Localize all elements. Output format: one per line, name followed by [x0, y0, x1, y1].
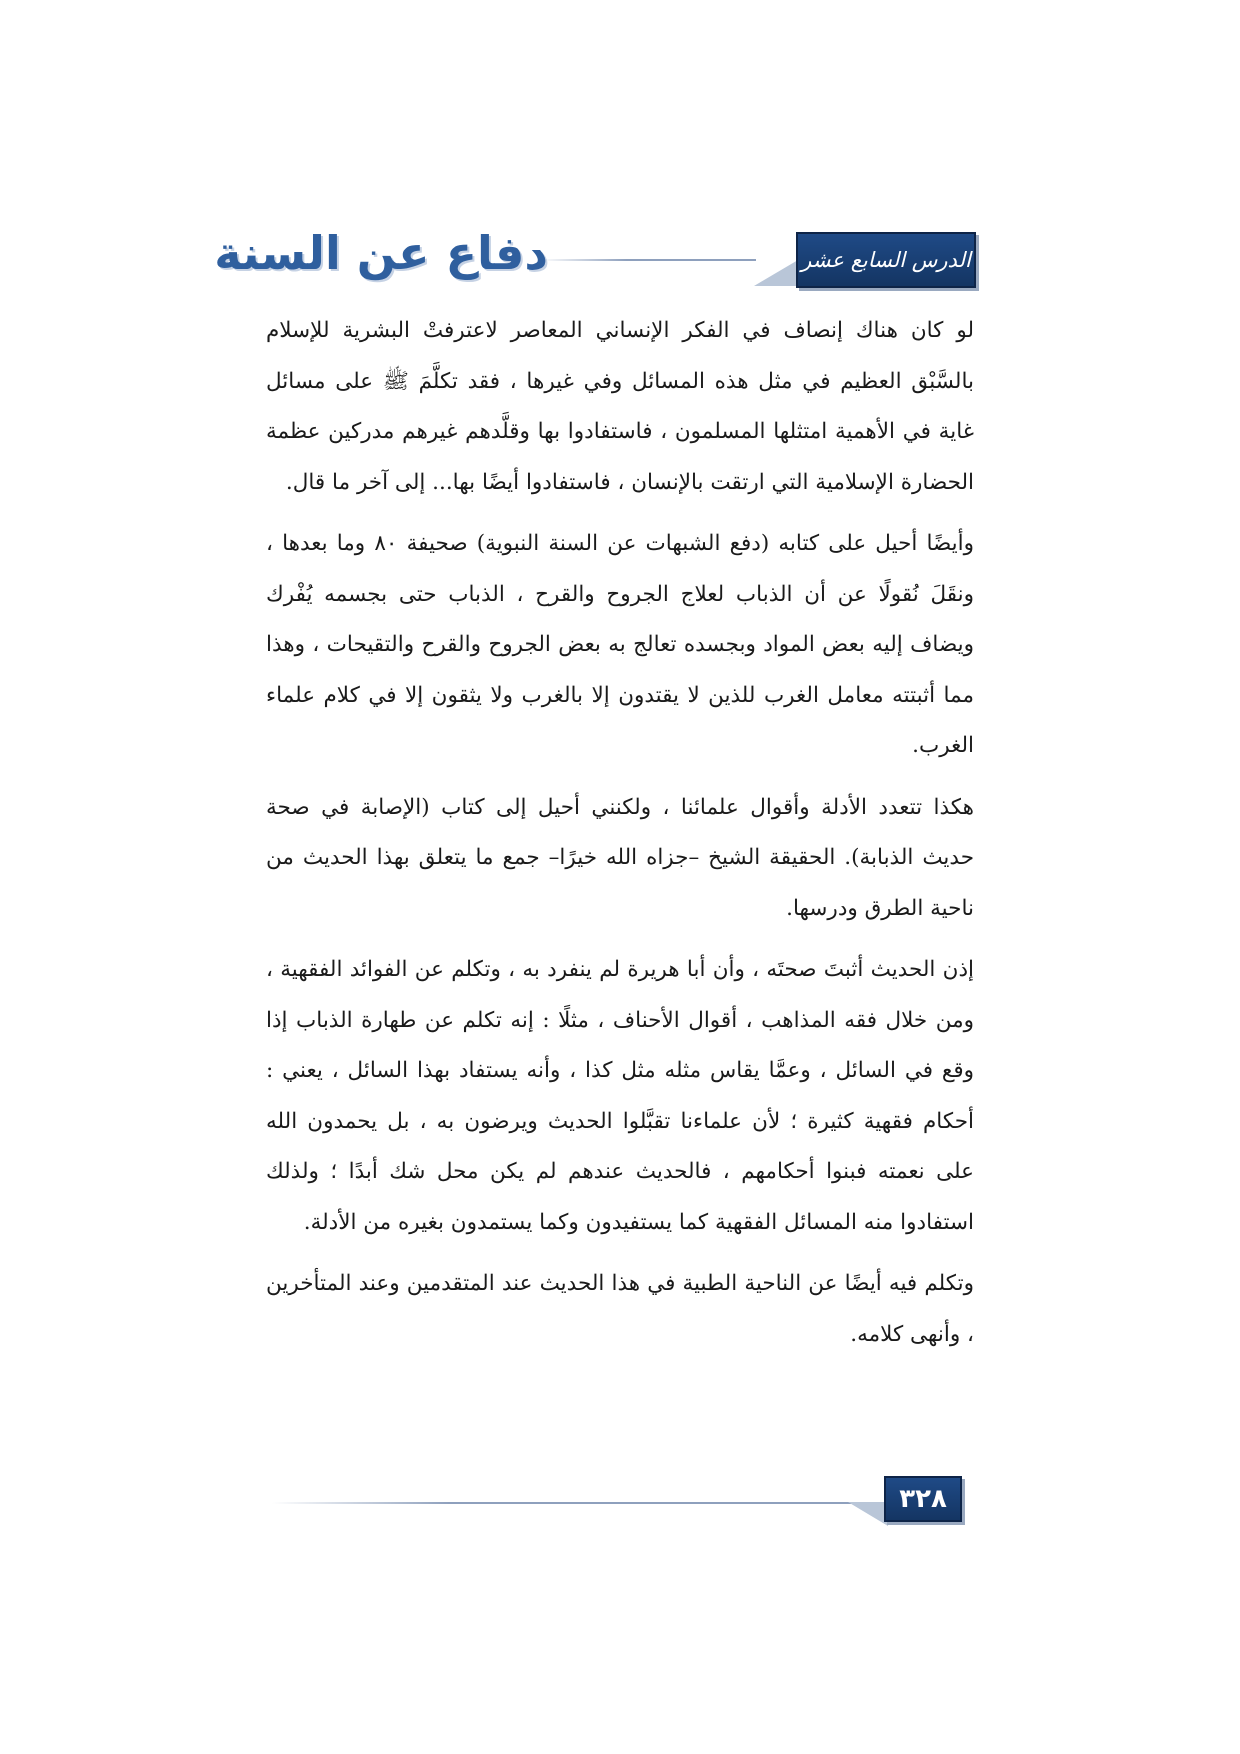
book-title: دفاع عن السنة — [214, 226, 548, 280]
page-number: ٣٢٨ — [899, 1484, 947, 1514]
lesson-label: الدرس السابع عشر — [801, 248, 971, 272]
footer-wedge — [848, 1502, 888, 1526]
page-number-badge — [884, 1476, 962, 1522]
paragraph-3: هكذا تتعدد الأدلة وأقوال علمائنا ، ولكنني أحيل إلى كتاب (الإصابة في صحة حديث الذبابة). الحقيقة الشيخ –جزاه الله خيرًا– جمع ما يتعلق بهذا الحديث من ناحية الطرق ودرسها. — [266, 794, 974, 921]
header-badge-wedge — [754, 260, 798, 286]
paragraph-5: وتكلم فيه أيضًا عن الناحية الطبية في هذا الحديث عند المتقدمين وعند المتأخرين ، وأنهى كلامه. — [266, 1271, 974, 1347]
paragraph-4: إذن الحديث أثبتَ صحتَه ، وأن أبا هريرة لم ينفرد به ، وتكلم عن الفوائد الفقهية ، ومن خلال فقه المذاهب ، أقوال الأحناف ، مثلًا : إنه تكلم عن طهارة الذباب إذا وقع في السائل ، وعمَّا يقاس مثله مثل كذا ، وأنه يستفاد بهذا السائل ، يعني : أحكام فقهية كثيرة ؛ لأن علماءنا تقبَّلوا الحديث ويرضون به ، بل يحمدون الله على نعمته فبنوا أحكامهم ، فالحديث عندهم لم يكن محل شك أبدًا ؛ ولذلك استفادوا منه المسائل الفقهية كما يستفيدون وكما يستمدون بغيره من الأدلة. — [266, 957, 974, 1235]
paragraph-1: لو كان هناك إنصاف في الفكر الإنساني المعاصر لاعترفتْ البشرية للإسلام بالسَّبْق العظيم في مثل هذه المسائل وفي غيرها ، فقد تكلَّمَ ﷺ على مسائل غاية في الأهمية امتثلها المسلمون ، فاستفادوا بها وقلَّدهم غيرهم مدركين عظمة الحضارة الإسلامية التي ارتقت بالإنسان ، فاستفادوا أيضًا بها... إلى آخر ما قال. — [266, 318, 974, 495]
page-body — [266, 306, 974, 1371]
lesson-label-badge — [796, 232, 976, 288]
header-rule — [540, 259, 756, 261]
footer-rule — [272, 1502, 862, 1504]
paragraph-2: وأيضًا أحيل على كتابه (دفع الشبهات عن السنة النبوية) صحيفة ٨٠ وما بعدها ، ونقَلَ نُقولًا عن أن الذباب لعلاج الجروح والقرح ، الذباب حتى بجسمه يُفْرك ويضاف إليه بعض المواد وبجسده تعالج به بعض الجروح والقرح والتقيحات ، وهذا مما أثبتته معامل الغرب للذين لا يقتدون إلا بالغرب ولا يثقون إلا في كلام علماء الغرب. — [266, 531, 975, 758]
